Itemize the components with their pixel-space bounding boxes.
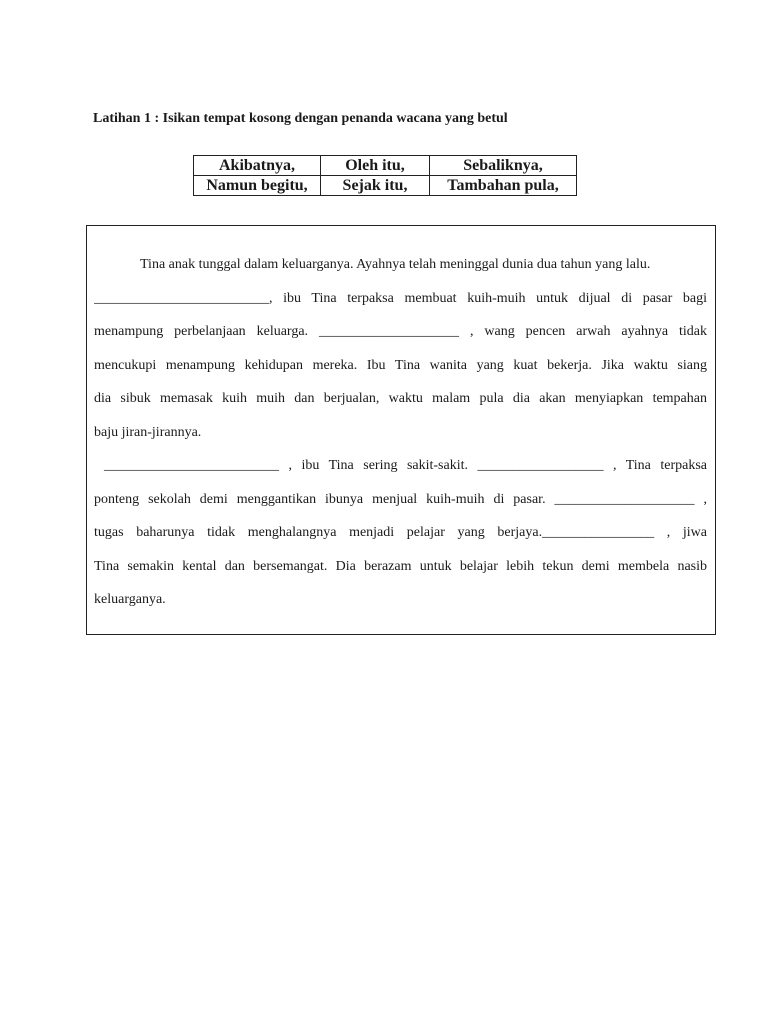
passage-line: tugas baharunya tidak menghalangnya menjadi pelajar yang berjaya.________________ , jiwa (94, 525, 707, 540)
passage-text (94, 248, 707, 617)
passage-line: mencukupi menampung kehidupan mereka. Ibu Tina wanita yang kuat bekerja. Jika waktu siang (94, 357, 707, 373)
word-cell: Tambahan pula, (430, 176, 577, 196)
passage-line: _________________________, ibu Tina terpaksa membuat kuih-muih untuk dijual di pasar bagi (94, 290, 707, 306)
word-cell: Akibatnya, (194, 156, 321, 176)
passage-line: Tina anak tunggal dalam keluarganya. Ayahnya telah meninggal dunia dua tahun yang lalu. (140, 257, 651, 272)
passage-box (86, 225, 716, 635)
word-cell: Sebaliknya, (430, 156, 577, 176)
connector-word-table (193, 155, 577, 196)
table-row (194, 156, 577, 176)
passage-line: Tina semakin kental dan bersemangat. Dia berazam untuk belajar lebih tekun demi membela nasib (94, 558, 707, 574)
passage-line: dia sibuk memasak kuih muih dan berjualan, waktu malam pula dia akan menyiapkan tempahan (94, 391, 707, 406)
passage-line: _________________________ , ibu Tina sering sakit-sakit. __________________ , Tina terpaksa (104, 458, 707, 473)
passage-line: ponteng sekolah demi menggantikan ibunya menjual kuih-muih di pasar. ____________________ , (94, 491, 707, 507)
exercise-heading: Latihan 1 : Isikan tempat kosong dengan penanda wacana yang betul (93, 111, 508, 126)
passage-line: menampung perbelanjaan keluarga. ____________________ , wang pencen arwah ayahnya tidak (94, 324, 707, 339)
table-row (194, 176, 577, 196)
passage-line: baju jiran-jirannya. (94, 424, 202, 440)
word-cell: Sejak itu, (321, 176, 430, 196)
passage-line: keluarganya. (94, 592, 166, 607)
word-cell: Oleh itu, (321, 156, 430, 176)
word-cell: Namun begitu, (194, 176, 321, 196)
